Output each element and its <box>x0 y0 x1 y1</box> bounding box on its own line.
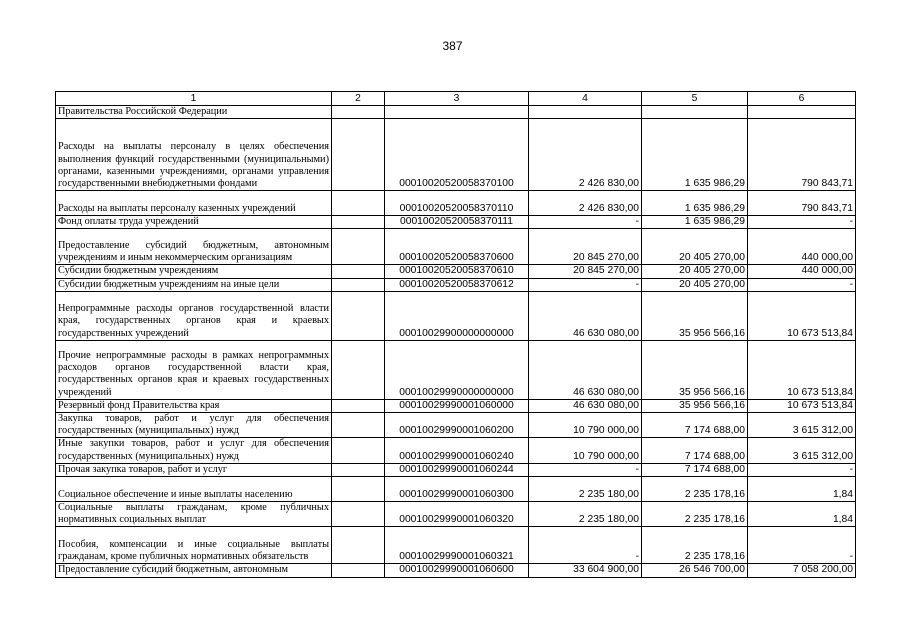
row-name-cell: Расходы на выплаты персоналу в целях обеспечения выполнения функций государственными (муниципальными) органами, казенными учреждениями, органами управления государственными внебюджетными фондами <box>56 119 332 191</box>
row-value-5-cell: 35 956 566,16 <box>642 340 748 399</box>
row-code-cell: 00010020520058370612 <box>385 278 529 291</box>
row-col2-cell <box>332 291 385 340</box>
table-row <box>56 106 856 119</box>
row-code-cell <box>385 106 529 119</box>
row-name-cell: Резервный фонд Правительства края <box>56 399 332 412</box>
row-value-5-cell: 1 635 986,29 <box>642 216 748 229</box>
row-value-4-cell: 2 426 830,00 <box>529 119 642 191</box>
table-row <box>56 463 856 476</box>
table-row <box>56 119 856 191</box>
column-header: 5 <box>642 92 748 106</box>
row-col2-cell <box>332 502 385 527</box>
row-value-5-cell: 2 235 178,16 <box>642 527 748 564</box>
row-value-5-cell: 2 235 178,16 <box>642 477 748 502</box>
row-name-cell: Пособия, компенсации и иные социальные выплаты гражданам, кроме публичных нормативных обязательств <box>56 527 332 564</box>
row-value-5-cell: 35 956 566,16 <box>642 291 748 340</box>
row-name-cell: Субсидии бюджетным учреждениям на иные цели <box>56 278 332 291</box>
row-value-5-cell: 20 405 270,00 <box>642 229 748 265</box>
row-name-cell: Расходы на выплаты персоналу казенных учреждений <box>56 191 332 216</box>
budget-table <box>55 91 856 578</box>
row-code-cell: 00010020520058370110 <box>385 191 529 216</box>
row-code-cell: 00010029990001060000 <box>385 399 529 412</box>
column-header: 3 <box>385 92 529 106</box>
row-value-5-cell: 1 635 986,29 <box>642 191 748 216</box>
row-value-4-cell <box>529 106 642 119</box>
row-value-4-cell: - <box>529 527 642 564</box>
table-row <box>56 278 856 291</box>
table-row <box>56 413 856 438</box>
row-value-5-cell: 35 956 566,16 <box>642 399 748 412</box>
row-value-4-cell: 2 235 180,00 <box>529 477 642 502</box>
row-code-cell: 00010029990001060320 <box>385 502 529 527</box>
row-value-5-cell <box>642 106 748 119</box>
row-code-cell: 00010020520058370600 <box>385 229 529 265</box>
row-value-5-cell: 7 174 688,00 <box>642 463 748 476</box>
table-row <box>56 477 856 502</box>
row-col2-cell <box>332 229 385 265</box>
row-name-cell: Прочая закупка товаров, работ и услуг <box>56 463 332 476</box>
row-value-5-cell: 1 635 986,29 <box>642 119 748 191</box>
table-row <box>56 502 856 527</box>
row-name-cell: Социальное обеспечение и иные выплаты населению <box>56 477 332 502</box>
row-value-4-cell: - <box>529 463 642 476</box>
row-name-cell: Социальные выплаты гражданам, кроме публичных нормативных социальных выплат <box>56 502 332 527</box>
row-code-cell: 00010029990001060300 <box>385 477 529 502</box>
row-name-cell: Фонд оплаты труда учреждений <box>56 216 332 229</box>
row-col2-cell <box>332 463 385 476</box>
row-col2-cell <box>332 340 385 399</box>
table-row <box>56 438 856 463</box>
row-value-6-cell: 7 058 200,00 <box>748 564 856 577</box>
row-col2-cell <box>332 278 385 291</box>
table-row <box>56 291 856 340</box>
row-col2-cell <box>332 564 385 577</box>
row-value-6-cell: 3 615 312,00 <box>748 438 856 463</box>
row-col2-cell <box>332 413 385 438</box>
row-value-5-cell: 2 235 178,16 <box>642 502 748 527</box>
row-value-6-cell: 440 000,00 <box>748 229 856 265</box>
row-value-5-cell: 26 546 700,00 <box>642 564 748 577</box>
row-value-6-cell: 1,84 <box>748 502 856 527</box>
column-header: 4 <box>529 92 642 106</box>
row-col2-cell <box>332 399 385 412</box>
row-name-cell: Предоставление субсидий бюджетным, автономным учреждениям и иным некоммерческим организациям <box>56 229 332 265</box>
row-value-6-cell: 790 843,71 <box>748 119 856 191</box>
row-value-4-cell: 20 845 270,00 <box>529 265 642 278</box>
row-code-cell: 00010020520058370610 <box>385 265 529 278</box>
row-col2-cell <box>332 216 385 229</box>
table-row <box>56 399 856 412</box>
row-col2-cell <box>332 191 385 216</box>
header-row <box>56 92 856 106</box>
row-code-cell: 00010029990000000000 <box>385 340 529 399</box>
row-code-cell: 00010029990001060200 <box>385 413 529 438</box>
row-code-cell: 00010029900000000000 <box>385 291 529 340</box>
row-col2-cell <box>332 527 385 564</box>
row-code-cell: 00010029990001060240 <box>385 438 529 463</box>
row-value-4-cell: - <box>529 278 642 291</box>
row-value-5-cell: 20 405 270,00 <box>642 265 748 278</box>
row-code-cell: 00010029990001060244 <box>385 463 529 476</box>
row-value-6-cell: 440 000,00 <box>748 265 856 278</box>
row-col2-cell <box>332 477 385 502</box>
column-header: 1 <box>56 92 332 106</box>
table-row <box>56 564 856 577</box>
row-value-4-cell: 10 790 000,00 <box>529 438 642 463</box>
row-value-6-cell: 790 843,71 <box>748 191 856 216</box>
row-name-cell: Иные закупки товаров, работ и услуг для обеспечения государственных (муниципальных) нужд <box>56 438 332 463</box>
table-row <box>56 191 856 216</box>
row-code-cell: 00010029990001060321 <box>385 527 529 564</box>
column-header: 2 <box>332 92 385 106</box>
row-name-cell: Правительства Российской Федерации <box>56 106 332 119</box>
row-value-4-cell: 46 630 080,00 <box>529 340 642 399</box>
row-value-4-cell: 46 630 080,00 <box>529 399 642 412</box>
row-value-5-cell: 20 405 270,00 <box>642 278 748 291</box>
row-value-6-cell: 10 673 513,84 <box>748 340 856 399</box>
table-row <box>56 340 856 399</box>
row-value-4-cell: 2 235 180,00 <box>529 502 642 527</box>
table-row <box>56 229 856 265</box>
row-name-cell: Непрограммные расходы органов государственной власти края, государственных органов края и краевых государственных учреждений <box>56 291 332 340</box>
row-value-4-cell: 2 426 830,00 <box>529 191 642 216</box>
row-value-4-cell: 33 604 900,00 <box>529 564 642 577</box>
row-name-cell: Закупка товаров, работ и услуг для обеспечения государственных (муниципальных) нужд <box>56 413 332 438</box>
column-header: 6 <box>748 92 856 106</box>
row-col2-cell <box>332 119 385 191</box>
table-row <box>56 216 856 229</box>
row-value-6-cell: 10 673 513,84 <box>748 291 856 340</box>
row-name-cell: Предоставление субсидий бюджетным, автономным <box>56 564 332 577</box>
row-value-6-cell: 10 673 513,84 <box>748 399 856 412</box>
row-value-5-cell: 7 174 688,00 <box>642 413 748 438</box>
table-row <box>56 265 856 278</box>
row-col2-cell <box>332 106 385 119</box>
row-name-cell: Субсидии бюджетным учреждениям <box>56 265 332 278</box>
row-name-cell: Прочие непрограммные расходы в рамках непрограммных расходов органов государственной власти края, государственных органов края и краевых государственных учреждений <box>56 340 332 399</box>
row-value-4-cell: - <box>529 216 642 229</box>
row-col2-cell <box>332 265 385 278</box>
row-col2-cell <box>332 438 385 463</box>
row-value-6-cell: - <box>748 216 856 229</box>
row-code-cell: 00010020520058370111 <box>385 216 529 229</box>
row-value-6-cell: 3 615 312,00 <box>748 413 856 438</box>
row-value-6-cell: - <box>748 278 856 291</box>
row-value-6-cell: - <box>748 463 856 476</box>
row-value-5-cell: 7 174 688,00 <box>642 438 748 463</box>
page-number: 387 <box>442 39 463 53</box>
row-value-4-cell: 10 790 000,00 <box>529 413 642 438</box>
row-value-6-cell: 1,84 <box>748 477 856 502</box>
row-value-6-cell: - <box>748 527 856 564</box>
row-value-6-cell <box>748 106 856 119</box>
row-value-4-cell: 46 630 080,00 <box>529 291 642 340</box>
row-code-cell: 00010029990001060600 <box>385 564 529 577</box>
row-code-cell: 00010020520058370100 <box>385 119 529 191</box>
row-value-4-cell: 20 845 270,00 <box>529 229 642 265</box>
table-row <box>56 527 856 564</box>
